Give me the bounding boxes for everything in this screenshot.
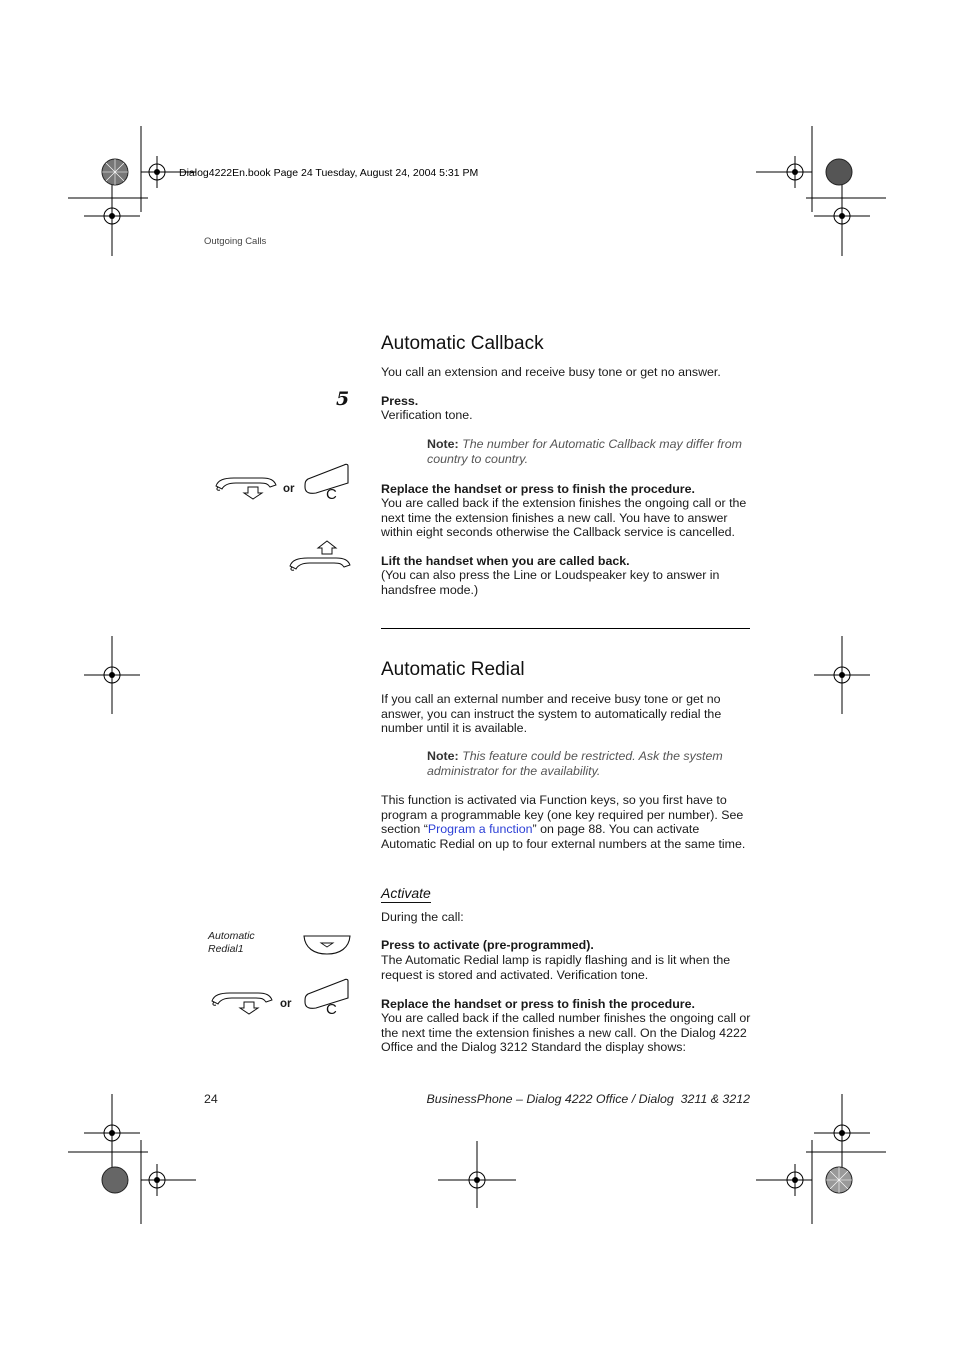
redial-step2-title: Replace the handset or press to finish the procedure. <box>381 997 695 1011</box>
redial-function-paragraph <box>381 793 753 852</box>
redial-note <box>427 749 737 778</box>
note-text: This feature could be restricted. Ask the system administrator for the availability. <box>427 749 723 778</box>
paragraph-text: ” on page 88. You can activate Automatic Redial on up to four external numbers at the same time. <box>381 822 746 852</box>
section-title-callback: Automatic Callback <box>381 333 544 354</box>
digit-key-icon: 5 <box>336 388 350 410</box>
callback-step3-title: Lift the handset when you are called back. <box>381 554 630 568</box>
key-label <box>208 930 255 955</box>
redial-intro: If you call an external number and receive busy tone or get no answer, you can instruct the system to automatically redial the number until it is available. <box>381 692 722 736</box>
print-header: Dialog4222En.book Page 24 Tuesday, August 24, 2004 5:31 PM <box>179 167 479 179</box>
handset-down-icon <box>214 472 278 502</box>
handset-up-icon <box>286 540 352 570</box>
or-label: or <box>280 998 292 1010</box>
section-divider <box>381 628 750 629</box>
callback-step1-title: Press. <box>381 394 419 408</box>
program-function-link[interactable]: Program a function <box>427 822 533 837</box>
key-label-line2: Redial1 <box>208 942 244 955</box>
handset-down-icon <box>210 987 274 1017</box>
page-number: 24 <box>204 1092 218 1106</box>
subheading-activate: Activate <box>381 885 431 901</box>
clear-key-label: C <box>326 1001 337 1018</box>
redial-step1-title: Press to activate (pre-programmed). <box>381 938 594 952</box>
redial-during: During the call: <box>381 910 464 924</box>
callback-step3-text: (You can also press the Line or Loudspeaker key to answer in handsfree mode.) <box>381 568 720 597</box>
note-label: Note: <box>427 749 459 763</box>
note-label: Note: <box>427 437 459 451</box>
redial-step1-text: The Automatic Redial lamp is rapidly flashing and is lit when the request is stored and activated. Verification tone. <box>381 953 731 982</box>
paragraph-text: This function is activated via Function keys, so you first have to program a programmable key (one key required per number). See section “ <box>381 793 744 837</box>
footer-title: BusinessPhone – Dialog 4222 Office / Dialog 3211 & 3212 <box>426 1092 750 1106</box>
function-key-icon[interactable] <box>302 934 352 956</box>
or-label: or <box>283 483 295 495</box>
redial-step2-text: You are called back if the called number finishes the ongoing call or the next time the extension finishes a new call. On the Dialog 4222 Office and the Dialog 3212 Standard the display shows: <box>381 1011 751 1055</box>
note-text: The number for Automatic Callback may differ from country to country. <box>427 437 742 466</box>
callback-step1-text: Verification tone. <box>381 408 473 422</box>
clear-key-label: C <box>326 486 337 503</box>
section-title-redial: Automatic Redial <box>381 659 525 680</box>
callback-note <box>427 437 752 466</box>
running-head: Outgoing Calls <box>204 236 267 247</box>
callback-step2-text: You are called back if the extension finishes the ongoing call or the next time the extension finishes a new call. You have to answer within eight seconds otherwise the Callback service is cancelled. <box>381 496 747 540</box>
callback-step2-title: Replace the handset or press to finish the procedure. <box>381 482 695 496</box>
key-label-line1: Automatic <box>208 930 255 942</box>
callback-intro: You call an extension and receive busy tone or get no answer. <box>381 365 721 379</box>
